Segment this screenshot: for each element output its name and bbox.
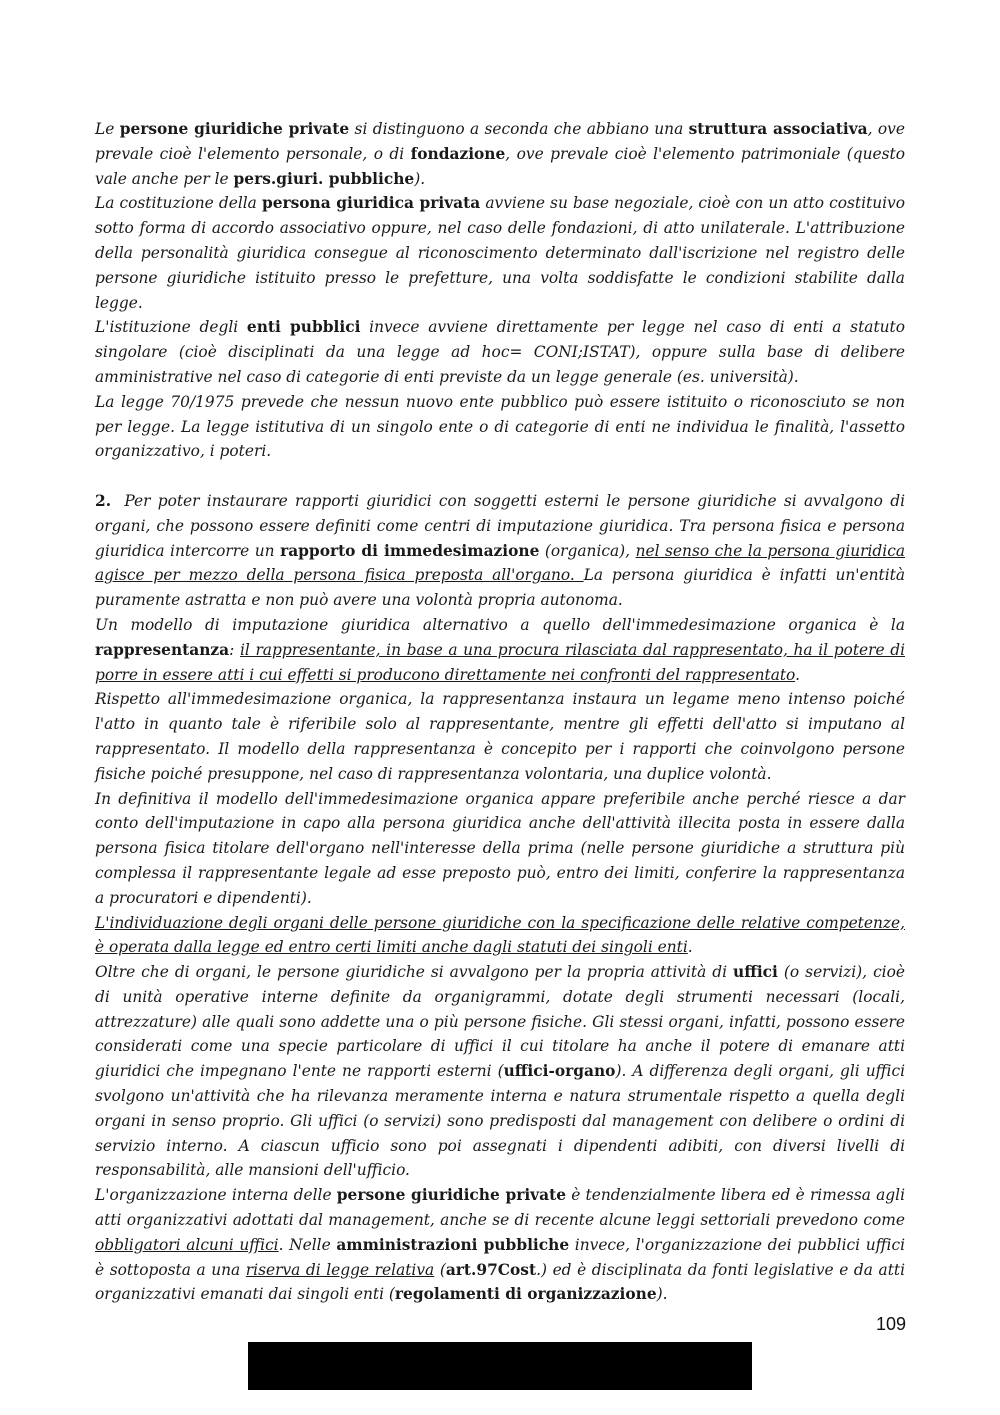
bold-term: persone giuridiche private <box>119 120 350 138</box>
paragraph <box>95 1183 905 1307</box>
text-run: L'istituzione degli <box>95 318 247 337</box>
paragraph <box>95 489 905 613</box>
underlined-text: riserva di legge relativa <box>245 1260 435 1279</box>
text-run: : <box>229 640 240 659</box>
text-run: si distinguono a seconda che abbiano una <box>349 120 689 138</box>
text-run: ). <box>414 169 426 188</box>
text-run: , ove prevale cioè l'elemento personale, o di <box>95 120 905 163</box>
text-run: invece, l'organizzazione dei pubblici uffici è sottoposta a una <box>95 1235 905 1279</box>
underlined-text: nel senso che la persona giuridica agisce per mezzo della persona fisica preposta all'organo. <box>95 541 905 585</box>
bold-term: enti pubblici <box>246 318 361 337</box>
bold-term: fondazione <box>410 144 506 163</box>
text-run: (organica), <box>539 541 636 560</box>
paragraph-gap <box>95 464 905 489</box>
paragraph <box>95 687 905 786</box>
text-run: Per poter instaurare rapporti giuridici con soggetti esterni le persone giuridiche si avvalgono di organi, che possono essere definiti come centri di imputazione giuridica. Tra persona fisica e persona giuridica intercorre un <box>95 491 905 560</box>
paragraph <box>95 315 905 389</box>
text-run: è tendenzialmente libera ed è rimessa agli atti organizzativi adottati dal management, anche se di recente alcune leggi settoriali prevedono come <box>95 1186 905 1230</box>
document-body <box>95 117 905 1307</box>
bold-term: pers.giuri. pubbliche <box>233 169 415 188</box>
paragraph <box>95 911 905 961</box>
underlined-text: L'individuazione degli organi delle persone giuridiche con la specificazione delle relative competenze, è operata dalla legge ed entro certi limiti anche dagli statuti dei singoli enti <box>95 913 905 957</box>
bold-term: regolamenti di organizzazione <box>394 1285 657 1304</box>
text-run: ). A differenza degli organi, gli uffici svolgono un'attività che ha rilevanza meramente interna e natura strumentale rispetto a quella degli organi in senso proprio. Gli uffici (o servizi) sono predisposti dal management con delibere o ordini di servizio interno. A ciascun ufficio sono poi assegnati i dipendenti adibiti, con diversi livelli di responsabilità, alle mansioni dell'ufficio. <box>95 1062 906 1180</box>
paragraph <box>95 613 905 687</box>
bold-term: amministrazioni pubbliche <box>336 1235 570 1254</box>
bold-term: rappresentanza <box>95 640 230 659</box>
paragraph <box>95 960 905 1183</box>
section-number: 2. <box>95 491 112 510</box>
text-run: (o servizi), cioè di unità operative interne definite da organigrammi, dotate degli strumenti necessari (locali, attrezzature) alle quali sono addette una o più persone fisiche. Gli stessi organi, infatti, possono essere considerati come una specie particolare di uffici il cui titolare ha anche il potere di emanare atti giuridici che impegnano l'ente ne rapporti esterni ( <box>95 963 905 1081</box>
page-number: 109 <box>875 1314 906 1334</box>
redaction-bar <box>248 1342 752 1390</box>
text-run: La persona giuridica è infatti un'entità puramente astratta e non può avere una volontà propria autonoma. <box>95 566 905 610</box>
text-run: La costituzione della <box>95 194 262 213</box>
paragraph <box>95 117 905 191</box>
bold-term: rapporto di immedesimazione <box>280 541 540 560</box>
text-run: . <box>795 665 800 684</box>
text-run: invece avviene direttamente per legge nel caso di enti a statuto singolare (cioè disciplinati da una legge ad hoc= CONI;ISTAT), oppure sulla base di delibere amministrative nel caso di categorie di enti previste da un legge generale (es. università). <box>95 318 905 386</box>
text-run: ). <box>656 1285 668 1304</box>
text-run: avviene su base negoziale, cioè con un atto costituivo sotto forma di accordo associativo oppure, nel caso delle fondazioni, di atto unilaterale. L'attribuzione della personalità giuridica consegue al riconoscimento determinato dall'iscrizione nel registro delle persone giuridiche istituito presso le prefetture, una volta soddisfatte le condizioni stabilite dalla legge. <box>95 194 906 312</box>
underlined-text: il rappresentante, in base a una procura rilasciata dal rappresentato, ha il potere di porre in essere atti i cui effetti si producono direttamente nei confronti del rappresentato <box>95 640 905 684</box>
bold-term: persone giuridiche private <box>336 1186 566 1205</box>
text-run: In definitiva il modello dell'immedesimazione organica appare preferibile anche perché riesce a dar conto dell'imputazione in capo alla persona giuridica anche dell'attività illecita posta in essere dalla persona fisica titolare dell'organo nell'interesse della prima (nelle persone giuridiche a struttura più complessa il rappresentante legale ad esse preposto può, entro dei limiti, conferire la rappresentanza a procuratori e dipendenti). <box>95 789 905 907</box>
text-run: Un modello di imputazione giuridica alternativo a quello dell'immedesimazione organica è la <box>95 615 905 634</box>
bold-term: art.97Cost <box>445 1260 537 1279</box>
text-run: , ove prevale cioè l'elemento patrimoniale (questo vale anche per le <box>95 144 905 188</box>
paragraph <box>95 787 905 911</box>
text-run: . <box>687 938 693 957</box>
text-run: Rispetto all'immedesimazione organica, la rappresentanza instaura un legame meno intenso poiché l'atto in quanto tale è riferibile solo al rappresentante, mentre gli effetti dell'atto si imputano al rappresentato. Il modello della rappresentanza è concepito per i rapporti che coinvolgono persone fisiche poiché presuppone, nel caso di rappresentanza volontaria, una duplice volontà. <box>95 690 905 783</box>
bold-term: persona giuridica privata <box>261 194 481 213</box>
underlined-text: obbligatori alcuni uffici <box>95 1235 279 1254</box>
paragraph <box>95 191 905 315</box>
paragraph <box>95 390 905 464</box>
text-run: .) ed è disciplinata da fonti legislative e da atti organizzativi emanati dai singoli enti ( <box>95 1260 905 1304</box>
text-run: Oltre che di organi, le persone giuridiche si avvalgono per la propria attività di <box>95 963 734 982</box>
text-run: L'organizzazione interna delle <box>95 1186 337 1205</box>
text-run: La legge 70/1975 prevede che nessun nuovo ente pubblico può essere istituito o riconosciuto se non per legge. La legge istitutiva di un singolo ente o di categorie di enti ne individua le finalità, l'assetto organizzativo, i poteri. <box>95 392 905 461</box>
text-run: ( <box>434 1260 446 1279</box>
bold-term: uffici <box>733 963 778 982</box>
text-run: Le <box>95 120 120 138</box>
bold-term: uffici-organo <box>503 1062 616 1081</box>
bold-term: struttura associativa <box>688 120 868 138</box>
text-run: . Nelle <box>278 1235 337 1254</box>
